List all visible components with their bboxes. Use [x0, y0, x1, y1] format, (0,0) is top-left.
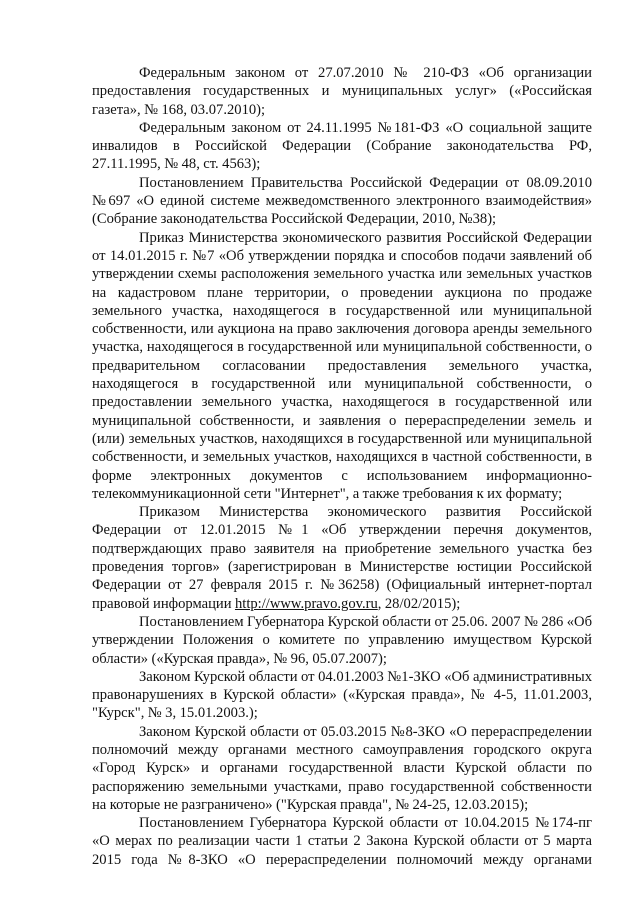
pravo-link[interactable]: http://www.pravo.gov.ru: [234, 595, 378, 612]
document-page: [92, 64, 592, 869]
paragraph: [92, 668, 592, 723]
paragraph-text: Постановлением Губернатора Курской области от 10.04.2015 №174-пг «О мерах по реализации части 1 статьи 2 Закона Курской области от 5 марта 2015 года №8-ЗКО «О перераспределении полномочий между органами: [92, 815, 592, 868]
paragraph: [92, 503, 592, 613]
paragraph: [92, 613, 592, 668]
paragraph: [92, 174, 592, 229]
paragraph-text: , 28/02/2015);: [377, 595, 461, 612]
paragraph: [92, 229, 592, 503]
paragraph-text: Федеральным законом от 24.11.1995 №181-ФЗ «О социальной защите инвалидов в Российской Федерации (Собрание законодательства РФ, 27.11.1995, № 48, ст. 4563);: [92, 119, 592, 173]
paragraph-text: Постановлением Правительства Российской Федерации от 08.09.2010 №697 «О единой системе межведомственного электронного взаимодействия» (Собрание законодательства Российской Федерации, 2010, №38);: [92, 174, 592, 228]
paragraph-text: Федеральным законом от 27.07.2010 № 210-ФЗ «Об организации предоставления государственных и муниципальных услуг» («Российская газета», № 168, 03.07.2010);: [92, 65, 592, 118]
paragraph-text: Постановлением Губернатора Курской области от 25.06. 2007 № 286 «Об утверждении Положения о комитете по управлению имуществом Курской области» («Курская правда», № 96, 05.07.2007);: [92, 613, 592, 667]
paragraph: [92, 64, 592, 119]
paragraph: [92, 723, 592, 814]
paragraph: [92, 814, 592, 869]
paragraph-text: Законом Курской области от 04.01.2003 №1-ЗКО «Об административных правонарушениях в Курской области» («Курская правда», № 4-5, 11.01.2003, "Курск", № 3, 15.01.2003.);: [92, 668, 592, 722]
paragraph-text: Законом Курской области от 05.03.2015 №8-ЗКО «О перераспределении полномочий между органами местного самоуправления городского округа «Город Курск» и органами государственной власти Курской области по распоряжению земельными участками, право государственной собственности на которые не разграничено» ("Курская правда", № 24-25, 12.03.2015);: [92, 723, 592, 813]
paragraph-text: Приказ Министерства экономического развития Российской Федерации от 14.01.2015 г. №7 «Об утверждении порядка и способов подачи заявлений об утверждении схемы расположения земельного участка или земельных участков на кадастровом плане территории, о проведении аукциона по продаже земельного участка, находящегося в государственной или муниципальной собственности, или аукциона на право заключения договора аренды земельного участка, находящегося в государственной или муниципальной собственности, о предварительном согласовании предоставления земельного участка, находящегося в государственной или муниципальной собственности, о предоставлении земельного участка, находящегося в государственной или муниципальной собственности, и заявления о перераспределении земель и (или) земельных участков, находящихся в государственной или муниципальной собственности, и земельных участков, находящихся в частной собственности, в форме электронных документов с использованием информационно-телекоммуникационной сети "Интернет", а также требования к их формату;: [92, 229, 592, 502]
paragraph-text: Приказом Министерства экономического развития Российской Федерации от 12.01.2015 №1 «Об утверждении перечня документов, подтверждающих право заявителя на приобретение земельного участка без проведения торгов» (зарегистрирован в Министерстве юстиции Российской Федерации от 27 февраля 2015 г. №36258) (Официальный интернет-портал правовой информации: [92, 504, 592, 612]
paragraph: [92, 119, 592, 174]
